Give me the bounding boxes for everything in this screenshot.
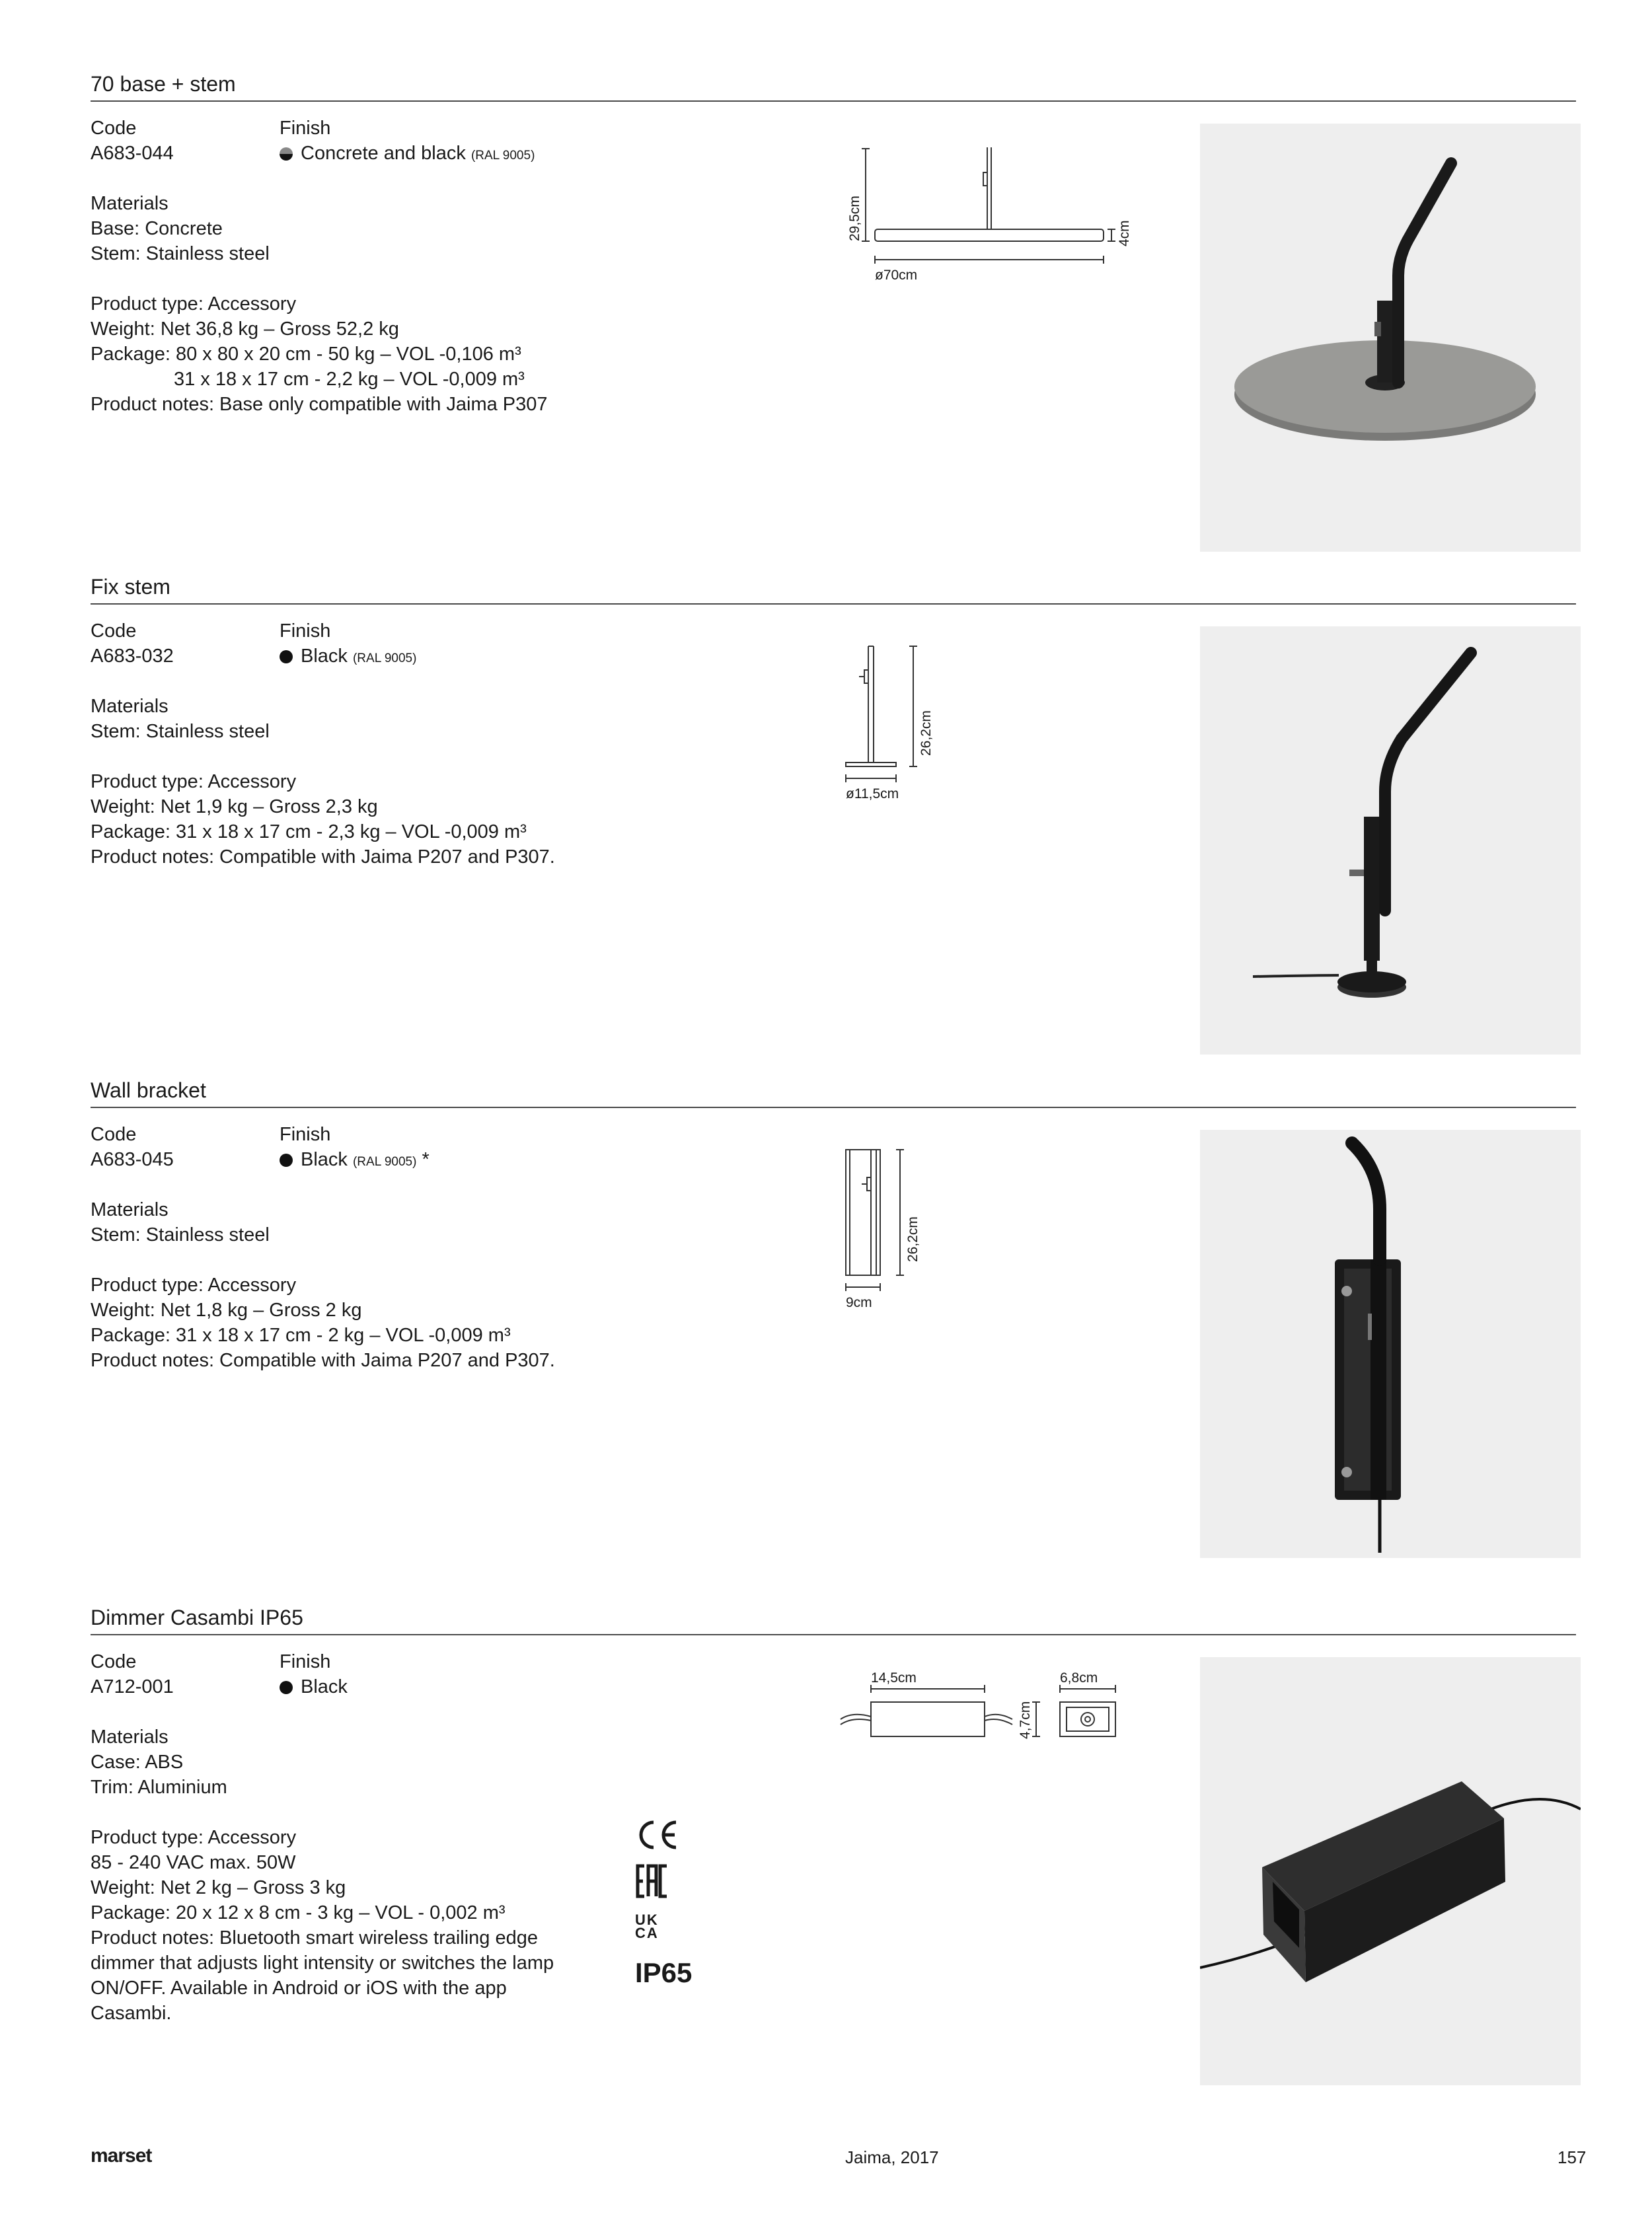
dim-base-height: 4cm: [1117, 220, 1132, 246]
product-type: Product type: Accessory: [91, 771, 297, 792]
section-title: Wall bracket: [91, 1078, 206, 1102]
material-item: Trim: Aluminium: [91, 1777, 227, 1798]
section-title: Fix stem: [91, 575, 170, 599]
svg-text:EAC: EAC: [635, 1863, 637, 1864]
product-info: [91, 1122, 659, 1373]
technical-drawing: [839, 640, 1037, 811]
finish-footnote-mark: *: [422, 1149, 430, 1170]
product-code: A683-032: [91, 646, 174, 667]
material-item: Stem: Stainless steel: [91, 1224, 270, 1245]
code-label: Code: [91, 620, 137, 642]
ukca-mark-icon: UK CA: [635, 1912, 659, 1941]
product-photo: [1200, 1657, 1581, 2085]
finish-swatch-icon: [280, 1154, 293, 1167]
section-title: 70 base + stem: [91, 72, 236, 96]
product-photo: [1200, 1130, 1581, 1558]
svg-text:CE: CE: [635, 1818, 636, 1819]
finish-label: Finish: [280, 1124, 331, 1145]
product-type: Product type: Accessory: [91, 1827, 297, 1848]
product-info: [91, 116, 659, 417]
finish-value: Concrete and black: [301, 143, 466, 164]
package: Package: 20 x 12 x 8 cm - 3 kg – VOL - 0,002 m³: [91, 1902, 506, 1923]
finish-ral: (RAL 9005): [470, 149, 535, 163]
technical-drawing: [839, 1146, 1011, 1318]
finish-value: Black: [301, 646, 348, 667]
product-type: Product type: Accessory: [91, 293, 297, 315]
package: Package: 31 x 18 x 17 cm - 2 kg – VOL -0,009 m³: [91, 1325, 511, 1346]
ce-mark-icon: [635, 1818, 681, 1855]
materials-label: Materials: [91, 1727, 169, 1748]
material-item: Stem: Stainless steel: [91, 243, 270, 264]
dim-height: 4,7cm: [1018, 1701, 1033, 1739]
weight: Weight: Net 36,8 kg – Gross 52,2 kg: [91, 318, 399, 340]
product-photo: [1200, 626, 1581, 1055]
finish-value: Black: [301, 1676, 348, 1697]
finish-ral: (RAL 9005): [352, 651, 417, 665]
code-label: Code: [91, 118, 137, 139]
product-photo: [1200, 124, 1581, 552]
voltage: 85 - 240 VAC max. 50W: [91, 1852, 296, 1873]
product-type: Product type: Accessory: [91, 1275, 297, 1296]
dim-diameter: ø11,5cm: [846, 786, 899, 801]
finish-label: Finish: [280, 118, 331, 139]
finish-swatch-icon: [280, 1681, 293, 1694]
finish-value: Black: [301, 1149, 348, 1170]
weight: Weight: Net 1,9 kg – Gross 2,3 kg: [91, 796, 378, 817]
catalog-name: Jaima, 2017: [845, 2147, 939, 2167]
dim-height: 29,5cm: [847, 196, 862, 241]
section-divider: [91, 1107, 1576, 1108]
ip-rating: IP65: [635, 1957, 693, 1988]
material-item: Base: Concrete: [91, 218, 223, 239]
dim-width: 6,8cm: [1060, 1670, 1098, 1686]
finish-swatch-icon: [280, 147, 293, 161]
package-secondary: 31 x 18 x 17 cm - 2,2 kg – VOL -0,009 m³: [174, 369, 525, 390]
dim-height: 26,2cm: [919, 710, 934, 756]
product-code: A683-044: [91, 143, 174, 164]
technical-drawing: [839, 1670, 1209, 1756]
product-info: [91, 618, 659, 870]
package: Package: 80 x 80 x 20 cm - 50 kg – VOL -0,106 m³: [91, 344, 521, 365]
materials-label: Materials: [91, 193, 169, 214]
brand-logo: marset: [91, 2145, 152, 2167]
dim-width: 9cm: [846, 1295, 872, 1310]
materials-label: Materials: [91, 696, 169, 717]
technical-drawing: [833, 143, 1242, 289]
finish-ral: (RAL 9005): [352, 1155, 417, 1169]
section-title: Dimmer Casambi IP65: [91, 1606, 303, 1629]
section-divider: [91, 603, 1576, 605]
product-notes: Product notes: Base only compatible with Jaima P307: [91, 394, 548, 415]
dim-length: 14,5cm: [871, 1670, 917, 1686]
eac-mark-icon: [635, 1863, 675, 1902]
code-label: Code: [91, 1124, 137, 1145]
product-notes: Product notes: Compatible with Jaima P207 and P307.: [91, 846, 555, 868]
finish-label: Finish: [280, 1651, 331, 1672]
package: Package: 31 x 18 x 17 cm - 2,3 kg – VOL -0,009 m³: [91, 821, 527, 842]
material-item: Case: ABS: [91, 1752, 184, 1773]
material-item: Stem: Stainless steel: [91, 721, 270, 742]
section-divider: [91, 1634, 1576, 1635]
weight: Weight: Net 1,8 kg – Gross 2 kg: [91, 1300, 362, 1321]
finish-swatch-icon: [280, 650, 293, 663]
product-code: A683-045: [91, 1149, 174, 1170]
code-label: Code: [91, 1651, 137, 1672]
product-info: [91, 1649, 659, 2026]
section-divider: [91, 100, 1576, 102]
materials-label: Materials: [91, 1199, 169, 1220]
finish-label: Finish: [280, 620, 331, 642]
product-code: A712-001: [91, 1676, 174, 1697]
weight: Weight: Net 2 kg – Gross 3 kg: [91, 1877, 346, 1898]
dim-height: 26,2cm: [905, 1216, 920, 1262]
product-notes: Product notes: Compatible with Jaima P207 and P307.: [91, 1350, 555, 1371]
page-number: 157: [1558, 2147, 1587, 2167]
product-notes: Product notes: Bluetooth smart wireless trailing edge dimmer that adjusts light intensity or switches the lamp ON/OFF. Available in Android or iOS with the app Casambi.: [91, 1927, 554, 2024]
dim-diameter: ø70cm: [875, 268, 918, 283]
